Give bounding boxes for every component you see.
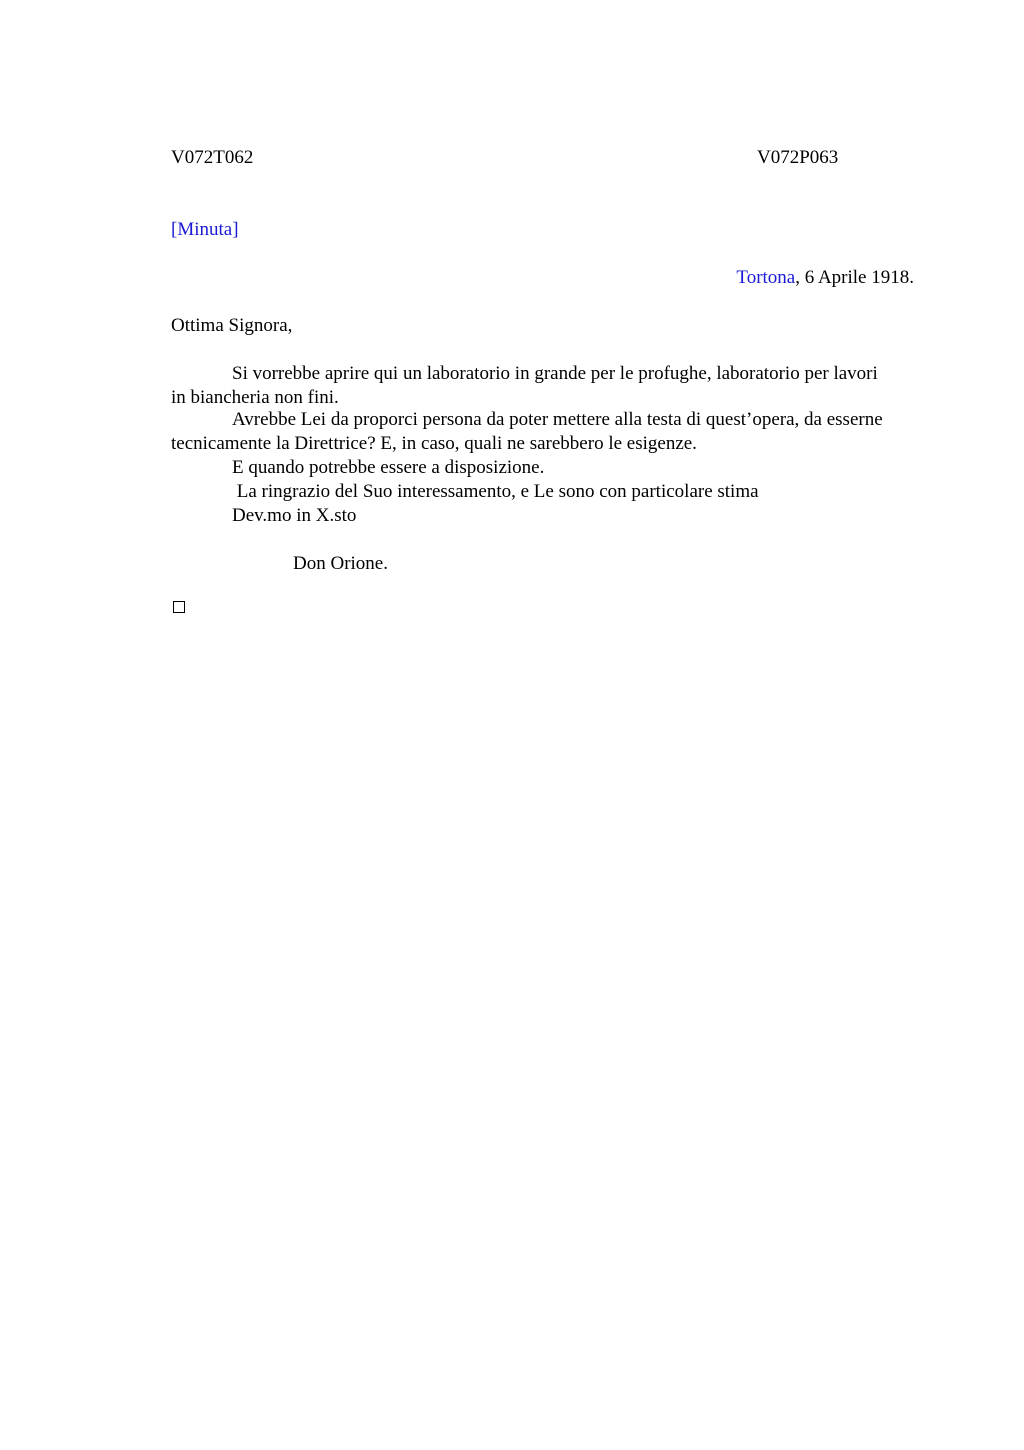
closing-formula: Dev.mo in X.sto [232, 505, 357, 526]
body-paragraph-4: La ringrazio del Suo interessamento, e Le sono con particolare stima [232, 481, 759, 502]
dateline-place-link[interactable]: Tortona [736, 267, 796, 288]
document-code-left: V072T062 [171, 147, 254, 168]
body-paragraph-3: E quando potrebbe essere a disposizione. [232, 457, 545, 478]
empty-square-icon [173, 601, 185, 613]
body-paragraph-2: Avrebbe Lei da proporci persona da poter mettere alla testa di quest’opera, da esserne tecnicamente la Direttrice? E, in caso, quali ne sarebbero le esigenze. [171, 409, 883, 454]
dateline-date: , 6 Aprile 1918. [795, 267, 914, 288]
document-code-right: V072P063 [757, 147, 839, 168]
minuta-tag[interactable]: [Minuta] [171, 219, 239, 240]
dateline [736, 266, 914, 290]
body-paragraph-1: Si vorrebbe aprire qui un laboratorio in grande per le profughe, laboratorio per lavori in biancheria non fini. [171, 363, 878, 408]
signature: Don Orione. [293, 553, 388, 574]
salutation: Ottima Signora, [171, 315, 293, 336]
